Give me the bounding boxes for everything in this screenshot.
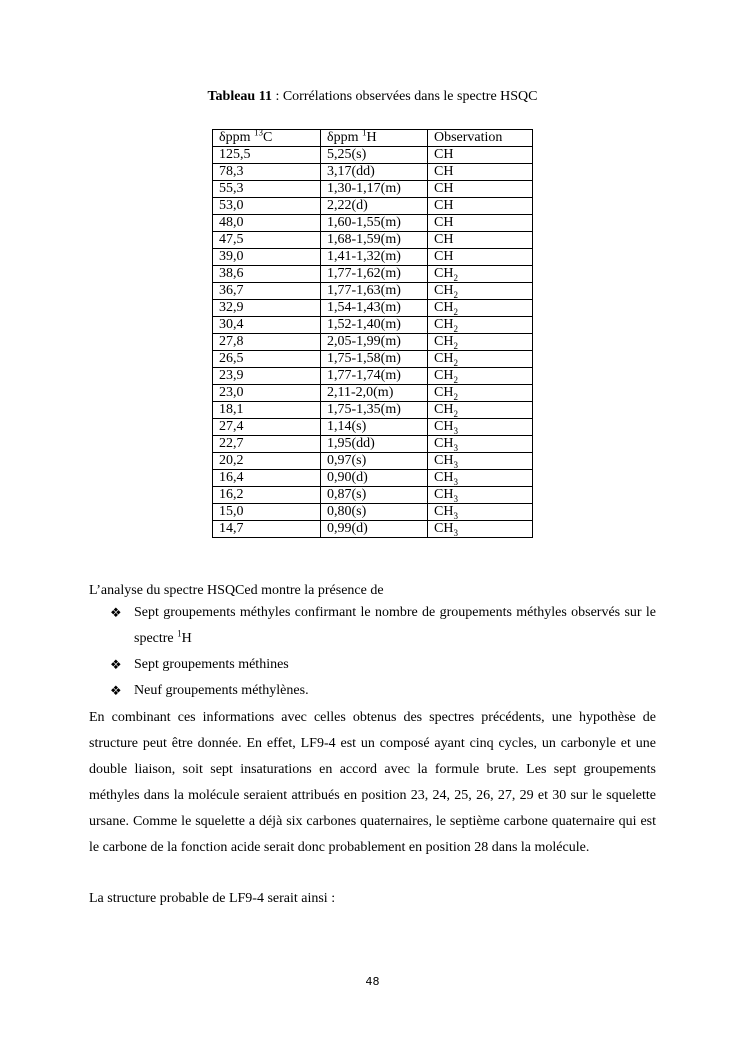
cell-h1: 5,25(s) [321,147,428,164]
cell-observation: $CH_3$ [428,419,533,436]
cell-h1: 1,77-1,63(m) [321,283,428,300]
cell-h1: 1,14(s) [321,419,428,436]
cell-observation: CH [428,164,533,181]
cell-c13: 16,4 [213,470,321,487]
cell-h1: 1,75-1,58(m) [321,351,428,368]
cell-observation: $CH_3$ [428,487,533,504]
cell-h1: 1,54-1,43(m) [321,300,428,317]
conclusion-text: La structure probable de LF9-4 serait ainsi : [89,891,336,906]
body-paragraph: En combinant ces informations avec celles obtenus des spectres précédents, une hypothèse de structure peut être donnée. En effet, LF9-4 est un composé ayant cinq cycles, un carbonyle et une double liaison, soit sept insaturations en accord avec la formule brute. Les sept groupements méthyles dans la molécule seraient attribués en position 23, 24, 25, 26, 27, 29 et 30 sur le squelette ursane. Comme le squelette a déjà six carbones quaternaires, le septième carbone quaternaire qui est le carbone de la fonction acide serait donc probablement en position 28 dans la molécule. [89,710,656,855]
list-item: ❖ Sept groupements méthyles confirmant le nombre de groupements méthyles observés sur le spectre $^1$H [110,600,656,652]
cell-h1: 1,52-1,40(m) [321,317,428,334]
cell-h1: 0,90(d) [321,470,428,487]
list-item: ❖ Neuf groupements méthylènes. [110,678,656,704]
cell-h1: 3,17(dd) [321,164,428,181]
cell-c13: 23,9 [213,368,321,385]
cell-observation: $CH_3$ [428,470,533,487]
table-row [213,385,533,402]
cell-c13: 48,0 [213,215,321,232]
cell-observation: $CH_2$ [428,334,533,351]
cell-observation: $CH_2$ [428,368,533,385]
cell-h1: 1,68-1,59(m) [321,232,428,249]
cell-c13: 47,5 [213,232,321,249]
cell-observation: CH [428,232,533,249]
cell-observation: CH [428,198,533,215]
cell-observation: $CH_2$ [428,266,533,283]
table-row [213,249,533,266]
header-observation: Observation [428,130,533,147]
table-row [213,504,533,521]
cell-observation: $CH_2$ [428,283,533,300]
header-c13: δppm $^{13}$C [213,130,321,147]
table-row [213,181,533,198]
hsqc-table [212,129,533,538]
cell-c13: 23,0 [213,385,321,402]
cell-h1: 1,41-1,32(m) [321,249,428,266]
intro-text: L’analyse du spectre HSQCed montre la présence de [89,583,384,598]
cell-c13: 20,2 [213,453,321,470]
cell-observation: $CH_3$ [428,436,533,453]
cell-h1: 1,30-1,17(m) [321,181,428,198]
table-row [213,317,533,334]
cell-c13: 55,3 [213,181,321,198]
table-row [213,487,533,504]
table-header-row [213,130,533,147]
table-row [213,164,533,181]
table-row [213,470,533,487]
cell-observation: $CH_3$ [428,504,533,521]
cell-c13: 53,0 [213,198,321,215]
diamond-bullet-icon: ❖ [110,657,122,672]
table-row [213,334,533,351]
table-row [213,215,533,232]
cell-c13: 38,6 [213,266,321,283]
page-number: 48 [365,975,380,988]
cell-c13: 27,4 [213,419,321,436]
cell-h1: 1,75-1,35(m) [321,402,428,419]
cell-observation: CH [428,147,533,164]
table-row [213,300,533,317]
cell-observation: $CH_2$ [428,351,533,368]
cell-h1: 1,95(dd) [321,436,428,453]
cell-observation: $CH_2$ [428,402,533,419]
cell-h1: 0,99(d) [321,521,428,538]
cell-c13: 39,0 [213,249,321,266]
cell-c13: 78,3 [213,164,321,181]
cell-c13: 32,9 [213,300,321,317]
cell-h1: 0,80(s) [321,504,428,521]
table-row [213,453,533,470]
header-h1: δppm $^1$H [321,130,428,147]
bullet-list [110,600,656,704]
cell-c13: 125,5 [213,147,321,164]
cell-h1: 1,60-1,55(m) [321,215,428,232]
cell-c13: 26,5 [213,351,321,368]
cell-observation: $CH_2$ [428,317,533,334]
table-row [213,368,533,385]
cell-observation: CH [428,181,533,198]
cell-h1: 2,11-2,0(m) [321,385,428,402]
cell-h1: 1,77-1,62(m) [321,266,428,283]
table-caption [0,89,745,105]
table-row [213,147,533,164]
cell-h1: 2,05-1,99(m) [321,334,428,351]
cell-c13: 30,4 [213,317,321,334]
table-row [213,232,533,249]
table-row [213,198,533,215]
cell-c13: 15,0 [213,504,321,521]
cell-c13: 18,1 [213,402,321,419]
table-row [213,436,533,453]
caption-label: Tableau 11 [207,89,272,104]
list-item: ❖ Sept groupements méthines [110,652,656,678]
table-row [213,521,533,538]
cell-observation: $CH_2$ [428,385,533,402]
cell-observation: CH [428,249,533,266]
cell-observation: $CH_3$ [428,521,533,538]
cell-c13: 16,2 [213,487,321,504]
diamond-bullet-icon: ❖ [110,683,122,698]
cell-c13: 27,8 [213,334,321,351]
cell-h1: 0,97(s) [321,453,428,470]
table-row [213,402,533,419]
cell-observation: $CH_3$ [428,453,533,470]
cell-c13: 14,7 [213,521,321,538]
cell-observation: CH [428,215,533,232]
table-row [213,351,533,368]
table-row [213,283,533,300]
diamond-bullet-icon: ❖ [110,605,122,620]
table-row [213,266,533,283]
cell-c13: 36,7 [213,283,321,300]
cell-c13: 22,7 [213,436,321,453]
cell-h1: 2,22(d) [321,198,428,215]
table-row [213,419,533,436]
cell-h1: 1,77-1,74(m) [321,368,428,385]
cell-h1: 0,87(s) [321,487,428,504]
cell-observation: $CH_2$ [428,300,533,317]
caption-text: : Corrélations observées dans le spectre HSQC [271,89,538,104]
